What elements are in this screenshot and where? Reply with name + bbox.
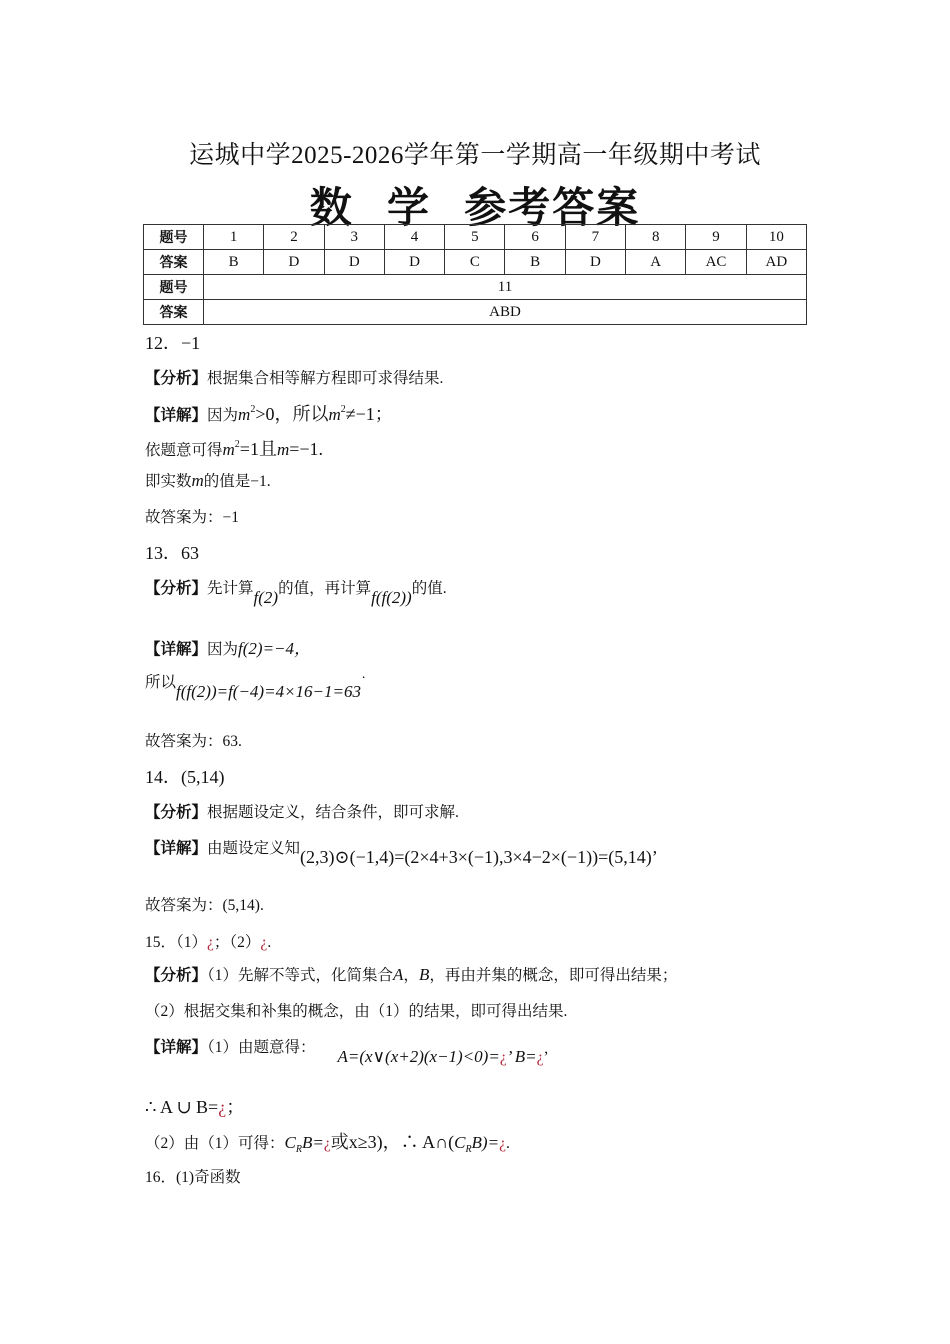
table-row [144, 225, 807, 250]
math-expr: f(f(2))=f(−4)=4×16−1=63 [176, 682, 361, 701]
math-var: C [454, 1133, 466, 1152]
q14-detail [145, 836, 658, 867]
table-cell: AC [686, 250, 746, 275]
text: （2）由（1）可得： [145, 1135, 285, 1152]
analysis-text: 先计算 [207, 580, 254, 597]
answer-header: 答案 [144, 300, 204, 325]
text: ˙ [360, 674, 367, 691]
q12-detail [145, 400, 393, 426]
table-cell: A [626, 250, 686, 275]
math-expr: ’ B= [506, 1047, 537, 1066]
q15-detail [145, 1035, 549, 1066]
q15-answer [145, 930, 271, 952]
analysis-text: 根据题设定义，结合条件，即可求解. [207, 804, 459, 821]
math-expr: B= [301, 1133, 324, 1152]
q13-conclusion: 故答案为：63. [145, 733, 242, 750]
q12-answer: 12．−1 [145, 333, 201, 353]
analysis-text: 根据集合相等解方程即可求得结果. [207, 370, 444, 387]
math-expr: B)= [471, 1133, 500, 1152]
table-cell: D [324, 250, 384, 275]
text: ；（2） [213, 934, 261, 951]
math-expr: f(f(2)) [371, 588, 412, 607]
exponent: 2 [340, 404, 346, 415]
missing-glyph: ¿ [218, 1097, 227, 1117]
math-expr: f(2)=−4， [238, 639, 312, 658]
detail-tag: 【详解】 [145, 406, 208, 424]
table-row [144, 250, 807, 275]
q15-union [145, 1093, 244, 1119]
analysis-text: 的值，再计算 [278, 580, 372, 597]
table-cell: 3 [324, 225, 384, 250]
table-cell: 4 [384, 225, 444, 250]
math-var: A [393, 965, 404, 984]
text: ； [226, 1097, 245, 1117]
math-expr: =1且 [239, 439, 277, 459]
text: 15．（1） [145, 934, 208, 951]
exam-title: 运城中学2025-2026学年第一学期高一年级期中考试 [189, 142, 761, 169]
detail-text: 因为 [207, 641, 239, 658]
table-cell: 10 [746, 225, 806, 250]
math-expr: =−1. [289, 439, 324, 459]
math-var: C [284, 1133, 296, 1152]
text: ， [403, 967, 419, 984]
q15-analysis [145, 963, 677, 985]
table-cell: 11 [204, 275, 807, 300]
text: 所以 [145, 674, 177, 691]
missing-glyph: ¿ [536, 1049, 544, 1066]
missing-glyph: ¿ [260, 934, 268, 951]
math-var: m [238, 405, 251, 424]
text: . [267, 934, 272, 951]
math-expr: >0，所以 [255, 404, 329, 424]
text: ’ [543, 1049, 549, 1066]
answer-header: 答案 [144, 250, 204, 275]
math-expr: (2,3)⊙(−1,4)=(2×4+3×(−1),3×4−2×(−1))=(5,14)’ [300, 847, 658, 867]
q14-answer: 14．(5,14) [145, 767, 225, 787]
math-var: m [328, 405, 341, 424]
detail-text: （1）由题意得： [207, 1039, 316, 1056]
text: 的值是−1. [203, 473, 271, 490]
q12-conclusion: 故答案为：−1 [145, 509, 239, 526]
table-cell: D [264, 250, 324, 275]
table-cell: ABD [204, 300, 807, 325]
q13-line2 [145, 670, 367, 701]
math-expr: A=(x∨(x+2)(x−1)<0)= [337, 1047, 500, 1066]
table-cell: C [445, 250, 505, 275]
detail-tag: 【详解】 [145, 839, 208, 857]
table-cell: 9 [686, 225, 746, 250]
table-cell: 7 [565, 225, 625, 250]
q15-intersection [145, 1128, 510, 1155]
math-expr: ≠−1； [345, 404, 393, 424]
question-number-header: 题号 [144, 225, 204, 250]
text: 即实数 [145, 473, 192, 490]
analysis-tag: 【分析】 [145, 579, 208, 597]
table-cell: B [204, 250, 264, 275]
q12-line3 [145, 469, 271, 491]
missing-glyph: ¿ [323, 1135, 331, 1152]
math-expr: 或x≥3)，∴ A∩( [330, 1132, 455, 1152]
text: 依题意可得 [145, 442, 223, 459]
detail-tag: 【详解】 [145, 1038, 208, 1056]
answer-table [143, 224, 807, 325]
exponent: 2 [234, 439, 240, 450]
detail-tag: 【详解】 [145, 640, 208, 658]
q13-analysis [145, 576, 447, 607]
detail-text: 由题设定义知 [207, 840, 301, 857]
analysis-tag: 【分析】 [145, 966, 208, 984]
table-cell: D [384, 250, 444, 275]
math-var: B [418, 965, 430, 984]
q16-answer: 16．(1)奇函数 [145, 1169, 241, 1186]
table-row [144, 275, 807, 300]
q12-line2 [145, 435, 323, 461]
table-cell: D [565, 250, 625, 275]
q13-answer: 13．63 [145, 543, 199, 563]
analysis-text: （1）先解不等式，化简集合 [207, 967, 394, 984]
q14-conclusion: 故答案为：(5,14). [145, 897, 264, 914]
missing-glyph: ¿ [499, 1135, 506, 1152]
math-var: m [276, 440, 290, 459]
q15-analysis-2: （2）根据交集和补集的概念，由（1）的结果，即可得出结果. [145, 1003, 568, 1020]
q13-detail [145, 634, 311, 659]
detail-text: 因为 [207, 407, 239, 424]
answer-key-title: 数 学 参考答案 [309, 183, 641, 232]
table-cell: B [505, 250, 565, 275]
q14-analysis [145, 800, 459, 822]
q12-analysis [145, 366, 443, 388]
analysis-tag: 【分析】 [145, 803, 208, 821]
text: . [505, 1135, 510, 1152]
subscript: R [465, 1144, 472, 1155]
table-cell: 6 [505, 225, 565, 250]
table-cell: 8 [626, 225, 686, 250]
analysis-text: ，再由并集的概念，即可得出结果； [429, 967, 678, 984]
analysis-tag: 【分析】 [145, 369, 208, 387]
math-expr: ∴ A ∪ B= [145, 1097, 219, 1117]
missing-glyph: ¿ [499, 1049, 507, 1066]
table-cell: AD [746, 250, 806, 275]
table-cell: 1 [204, 225, 264, 250]
exponent: 2 [250, 404, 256, 415]
table-cell: 5 [445, 225, 505, 250]
math-var: m [222, 440, 235, 459]
math-expr: f(2) [253, 588, 279, 607]
table-cell: 2 [264, 225, 324, 250]
subscript: R [295, 1144, 302, 1155]
question-number-header: 题号 [144, 275, 204, 300]
math-var: m [191, 471, 204, 490]
analysis-text: 的值. [411, 580, 447, 597]
missing-glyph: ¿ [207, 934, 214, 951]
table-row [144, 300, 807, 325]
